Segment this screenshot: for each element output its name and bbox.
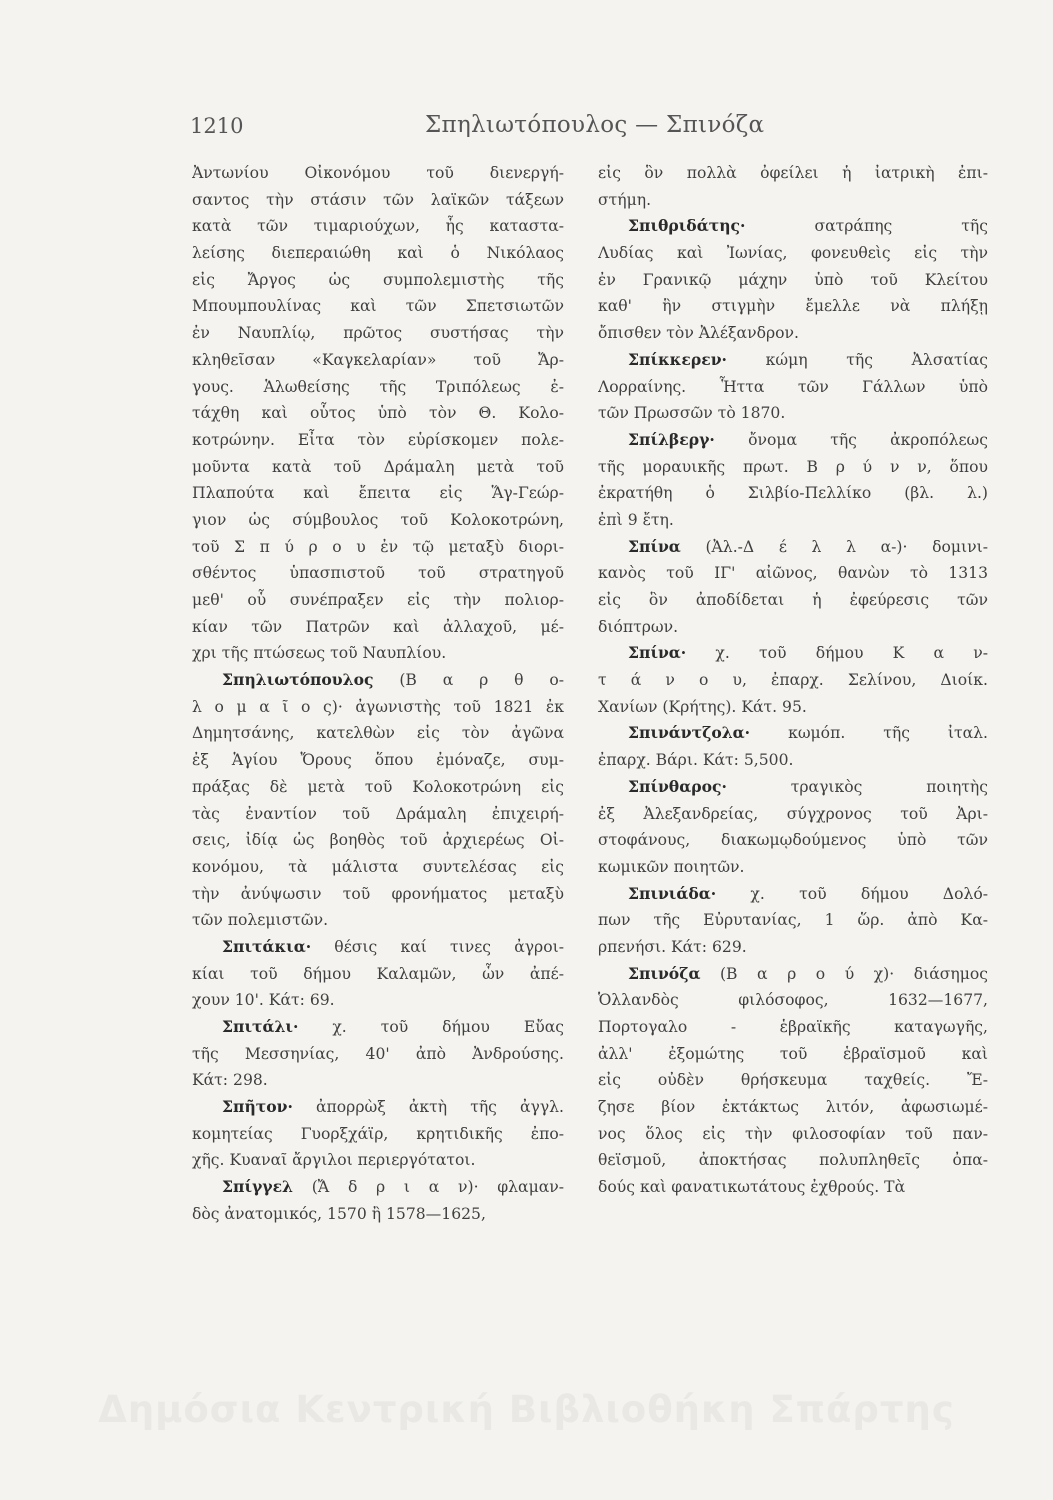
line-text: χρι τῆς πτώσεως τοῦ Ναυπλίου.	[192, 644, 447, 663]
text-line	[598, 427, 988, 454]
line-text: Ὁλλανδὸς φιλόσοφος, 1632—1677,	[598, 991, 988, 1010]
line-text: κληθεῖσαν «Καγκελαρίαν» τοῦ Ἄρ-	[192, 350, 564, 369]
line-text: (Ἄ δ ρ ι α ν)· φλαμαν-	[293, 1178, 564, 1197]
line-text: τῶν Πρωσσῶν τὸ 1870.	[598, 404, 786, 423]
entry-headword: Σπίνθαρος·	[628, 776, 727, 796]
line-text: ἐκρατήθη ὁ Σιλβίο-Πελλίκο (βλ. λ.)	[598, 484, 988, 503]
entry-headword: Σπίνα·	[628, 643, 687, 663]
line-text: νος ὅλος εἰς τὴν φιλοσοφίαν τοῦ παν-	[598, 1124, 988, 1143]
entry-headword: Σπινάντζολα·	[628, 723, 751, 743]
line-text: σθέντος ὑπασπιστοῦ τοῦ στρατηγοῦ	[192, 564, 564, 583]
text-line	[192, 1067, 564, 1094]
line-text: κομητείας Γυορξχάϊρ, κρητιδικῆς ἐπο-	[192, 1124, 564, 1143]
text-line	[598, 400, 988, 427]
line-text: κίαι τοῦ δήμου Καλαμῶν, ὧν ἀπέ-	[192, 964, 564, 983]
text-line	[192, 374, 564, 401]
line-text: ὄπισθεν τὸν Ἀλέξανδρον.	[598, 324, 799, 343]
line-text: τὰς ἐναντίον τοῦ Δράμαλη ἐπιχειρή-	[192, 804, 564, 823]
page-number: 1210	[190, 114, 244, 138]
text-line	[192, 934, 564, 961]
text-line	[598, 614, 988, 641]
line-text: Πλαπούτα καὶ ἔπειτα εἰς Ἅγ-Γεώρ-	[192, 484, 564, 503]
line-text: τοῦ Σ π ύ ρ ο υ ἐν τῷ μεταξὺ διορι-	[192, 537, 564, 556]
text-line	[192, 801, 564, 828]
line-text: γους. Ἁλωθείσης τῆς Τριπόλεως ἐ-	[192, 377, 564, 396]
text-line	[598, 667, 988, 694]
text-line	[192, 427, 564, 454]
line-text: τάχθη καὶ οὗτος ὑπὸ τὸν Θ. Κολο-	[192, 404, 564, 423]
line-text: κονόμου, τὰ μάλιστα συντελέσας εἰς	[192, 857, 564, 876]
line-text: Χανίων (Κρήτης). Κάτ. 95.	[598, 697, 807, 716]
line-text: μεθ' οὗ συνέπραξεν εἰς τὴν πολιορ-	[192, 591, 564, 609]
line-text: θεϊσμοῦ, ἀποκτήσας πολυπληθεῖς ὀπα-	[598, 1151, 988, 1170]
line-text: Λυδίας καὶ Ἰωνίας, φονευθεὶς εἰς τὴν	[598, 244, 988, 263]
entry-headword: Σπίγγελ	[222, 1177, 293, 1197]
line-text: ἐπαρχ. Βάρι. Κάτ: 5,500.	[598, 751, 794, 770]
entry-headword: Σπιθριδάτης·	[628, 216, 746, 236]
line-text: στοφάνους, διακωμῳδούμενος ὑπὸ τῶν	[598, 831, 988, 850]
text-line	[192, 400, 564, 427]
text-line	[192, 293, 564, 320]
line-text: Δημητσάνης, κατελθὼν εἰς τὸν ἀγῶνα	[192, 724, 564, 743]
text-line	[598, 347, 988, 374]
entry-headword: Σπινόζα	[628, 963, 701, 983]
line-text: στήμη.	[598, 190, 652, 209]
text-line	[598, 587, 988, 614]
text-line	[598, 1067, 988, 1094]
text-line	[598, 640, 988, 667]
line-text: σατράπης τῆς	[745, 217, 988, 236]
text-line	[598, 961, 988, 988]
page-header	[190, 112, 990, 152]
line-text: τῶν πολεμιστῶν.	[192, 911, 329, 930]
line-text: χουν 10'. Κάτ: 69.	[192, 991, 335, 1010]
line-text: διόπτρων.	[598, 617, 679, 636]
text-line	[192, 907, 564, 934]
text-line	[192, 1041, 564, 1068]
line-text: ἐξ Ἀλεξανδρείας, σύγχρονος τοῦ Ἀρι-	[598, 804, 988, 823]
line-text: κίαν τῶν Πατρῶν καὶ ἀλλαχοῦ, μέ-	[192, 617, 564, 636]
text-line	[192, 774, 564, 801]
entry-headword: Σπιτάκια·	[222, 936, 312, 956]
line-text: κανὸς τοῦ ΙΓ' αἰῶνος, θανὼν τὸ 1313	[598, 564, 988, 583]
text-line	[598, 907, 988, 934]
line-text: ἐν Ναυπλίῳ, πρῶτος συστήσας τὴν	[192, 324, 564, 343]
text-line	[192, 640, 564, 667]
line-text: ὄνομα τῆς ἀκροπόλεως	[714, 430, 988, 449]
line-text: πράξας δὲ μετὰ τοῦ Κολοκοτρώνη εἰς	[192, 777, 564, 796]
text-line	[598, 240, 988, 267]
line-text: ἐξ Ἁγίου Ὄρους ὅπου ἐμόναζε, συμ-	[192, 751, 564, 770]
line-text: (Β α ρ θ ο-	[373, 671, 564, 690]
line-text: δούς καὶ φανατικωτάτους ἐχθρούς. Τὰ	[598, 1178, 906, 1197]
line-text: κατὰ τῶν τιμαριούχων, ἧς καταστα-	[192, 217, 564, 236]
text-line	[192, 480, 564, 507]
line-text: εἰς ὃν ἀποδίδεται ἡ ἐφεύρεσις τῶν	[598, 591, 988, 609]
text-line	[192, 827, 564, 854]
text-line	[598, 293, 988, 320]
line-text: κωμικῶν ποιητῶν.	[598, 857, 745, 876]
text-line	[192, 1094, 564, 1121]
line-text: Κάτ: 298.	[192, 1071, 268, 1090]
line-text: τ ά ν ο υ, ἐπαρχ. Σελίνου, Διοίκ.	[598, 671, 988, 690]
line-text: σεις, ἰδίᾳ ὡς βοηθὸς τοῦ ἀρχιερέως Οἰ-	[192, 831, 564, 850]
text-line	[598, 560, 988, 587]
text-line	[192, 1201, 564, 1228]
line-text: χῆς. Κυαναῖ ἄργιλοι περιεργότατοι.	[192, 1151, 476, 1170]
line-text: εἰς Ἄργος ὡς συμπολεμιστὴς τῆς	[192, 270, 564, 289]
line-text: ἀλλ' ἐξομώτης τοῦ ἑβραϊσμοῦ καὶ	[598, 1044, 988, 1063]
text-line	[598, 187, 988, 214]
text-line	[598, 160, 988, 187]
text-line	[598, 213, 988, 240]
entry-headword: Σπιτάλι·	[222, 1017, 299, 1036]
text-line	[598, 827, 988, 854]
left-column	[192, 160, 564, 1228]
entry-headword: Σπηλιωτόπουλος	[222, 670, 374, 690]
text-line	[598, 1014, 988, 1041]
text-line	[192, 534, 564, 561]
running-title: Σπηλιωτόπουλος — Σπινόζα	[425, 112, 765, 138]
text-line	[192, 881, 564, 908]
text-line	[598, 267, 988, 294]
line-text: (Β α ρ ο ύ χ)· διάσημος	[700, 964, 988, 983]
text-line	[192, 160, 564, 187]
line-text: γιον ὡς σύμβουλος τοῦ Κολοκοτρώνη,	[192, 510, 564, 529]
text-line	[598, 454, 988, 481]
text-line	[192, 560, 564, 587]
line-text: μοῦντα κατὰ τοῦ Δράμαλη μετὰ τοῦ	[192, 457, 564, 476]
text-line	[192, 507, 564, 534]
text-line	[192, 667, 564, 694]
text-line	[598, 774, 988, 801]
text-line	[598, 881, 988, 908]
text-line	[192, 320, 564, 347]
text-line	[598, 374, 988, 401]
text-line	[192, 961, 564, 988]
line-text: ζησε βίον ἐκτάκτως λιτόν, ἀφωσιωμέ-	[598, 1098, 988, 1117]
line-text: σαντος τὴν στάσιν τῶν λαϊκῶν τάξεων	[192, 190, 564, 209]
line-text: ἐπὶ 9 ἔτη.	[598, 510, 674, 529]
entry-headword: Σπινιάδα·	[628, 883, 717, 903]
text-line	[598, 747, 988, 774]
line-text: χ. τοῦ δήμου Κ α ν-	[686, 644, 988, 663]
text-line	[192, 454, 564, 481]
text-line	[192, 1174, 564, 1201]
line-text: εἰς οὐδὲν θρήσκευμα ταχθείς. Ἔ-	[598, 1071, 988, 1090]
line-text: τὴν ἀνύψωσιν τοῦ φρονήματος μεταξὺ	[192, 884, 564, 903]
line-text: κώμη τῆς Ἀλσατίας	[726, 350, 988, 369]
text-line	[192, 587, 564, 614]
line-text: λείσης διεπεραιώθη καὶ ὁ Νικόλαος	[192, 244, 564, 263]
line-text: Λορραίνης. Ἧττα τῶν Γάλλων ὑπὸ	[598, 377, 988, 396]
text-line	[192, 720, 564, 747]
line-text: κοτρώνην. Εἶτα τὸν εὑρίσκομεν πολε-	[192, 430, 564, 449]
text-line	[192, 240, 564, 267]
text-line	[598, 320, 988, 347]
text-line	[192, 187, 564, 214]
text-line	[598, 1041, 988, 1068]
text-line	[598, 480, 988, 507]
entry-headword: Σπίλβεργ·	[628, 429, 715, 449]
line-text: δὸς ἀνατομικός, 1570 ἢ 1578—1625,	[192, 1204, 486, 1223]
entry-headword: Σπῆτον·	[222, 1097, 293, 1117]
line-text: λ ο μ α ῖ ο ς)· ἀγωνιστὴς τοῦ 1821 ἐκ	[192, 697, 564, 716]
text-line	[598, 534, 988, 561]
line-text: (Ἀλ.-Δ έ λ λ α-)· δομινι-	[680, 537, 988, 556]
text-line	[598, 854, 988, 881]
line-text: χ. τοῦ δήμου Εὔας	[298, 1018, 564, 1036]
right-column	[598, 160, 988, 1201]
line-text: πων τῆς Εὐρυτανίας, 1 ὥρ. ἀπὸ Κα-	[598, 911, 988, 930]
text-line	[598, 1121, 988, 1148]
line-text: χ. τοῦ δήμου Δολό-	[716, 884, 988, 903]
text-line	[598, 507, 988, 534]
text-line	[192, 694, 564, 721]
text-line	[598, 1174, 988, 1201]
entry-headword: Σπίνα	[628, 536, 681, 556]
line-text: Μπουμπουλίνας καὶ τῶν Σπετσιωτῶν	[192, 297, 564, 316]
text-line	[598, 987, 988, 1014]
text-line	[192, 347, 564, 374]
line-text: ἐν Γρανικῷ μάχην ὑπὸ τοῦ Κλείτου	[598, 270, 988, 289]
text-line	[598, 694, 988, 721]
text-line	[192, 267, 564, 294]
text-line	[192, 614, 564, 641]
text-line	[192, 747, 564, 774]
text-line	[192, 213, 564, 240]
text-line	[598, 1147, 988, 1174]
entry-headword: Σπίκκερεν·	[628, 349, 727, 369]
line-text: εἰς ὃν πολλὰ ὀφείλει ἡ ἰατρικὴ ἐπι-	[598, 164, 988, 182]
text-line	[192, 1147, 564, 1174]
text-line	[192, 1121, 564, 1148]
text-line	[192, 854, 564, 881]
line-text: τραγικὸς ποιητὴς	[726, 777, 988, 796]
line-text: Ἀντωνίου Οἰκονόμου τοῦ διενεργή-	[192, 164, 564, 182]
text-line	[192, 987, 564, 1014]
library-watermark: Δημόσια Κεντρική Βιβλιοθήκη Σπάρτης	[98, 1388, 955, 1431]
line-text: ἀπορρὼξ ἀκτὴ τῆς ἀγγλ.	[292, 1098, 564, 1117]
text-line	[598, 720, 988, 747]
line-text: τῆς Μεσσηνίας, 40' ἀπὸ Ἀνδρούσης.	[192, 1044, 564, 1063]
line-text: κωμόπ. τῆς ἰταλ.	[750, 724, 988, 743]
text-line	[192, 1014, 564, 1041]
text-line	[598, 801, 988, 828]
line-text: Πορτογαλο - ἑβραϊκῆς καταγωγῆς,	[598, 1018, 988, 1036]
line-text: θέσις καί τινες ἀγροι-	[311, 937, 564, 956]
line-text: ρπενήσι. Κάτ: 629.	[598, 937, 747, 956]
line-text: τῆς μοραυικῆς πρωτ. Β ρ ύ ν ν, ὅπου	[598, 457, 988, 476]
text-line	[598, 934, 988, 961]
line-text: καθ' ἣν στιγμὴν ἔμελλε νὰ πλήξῃ	[598, 297, 988, 316]
text-line	[598, 1094, 988, 1121]
